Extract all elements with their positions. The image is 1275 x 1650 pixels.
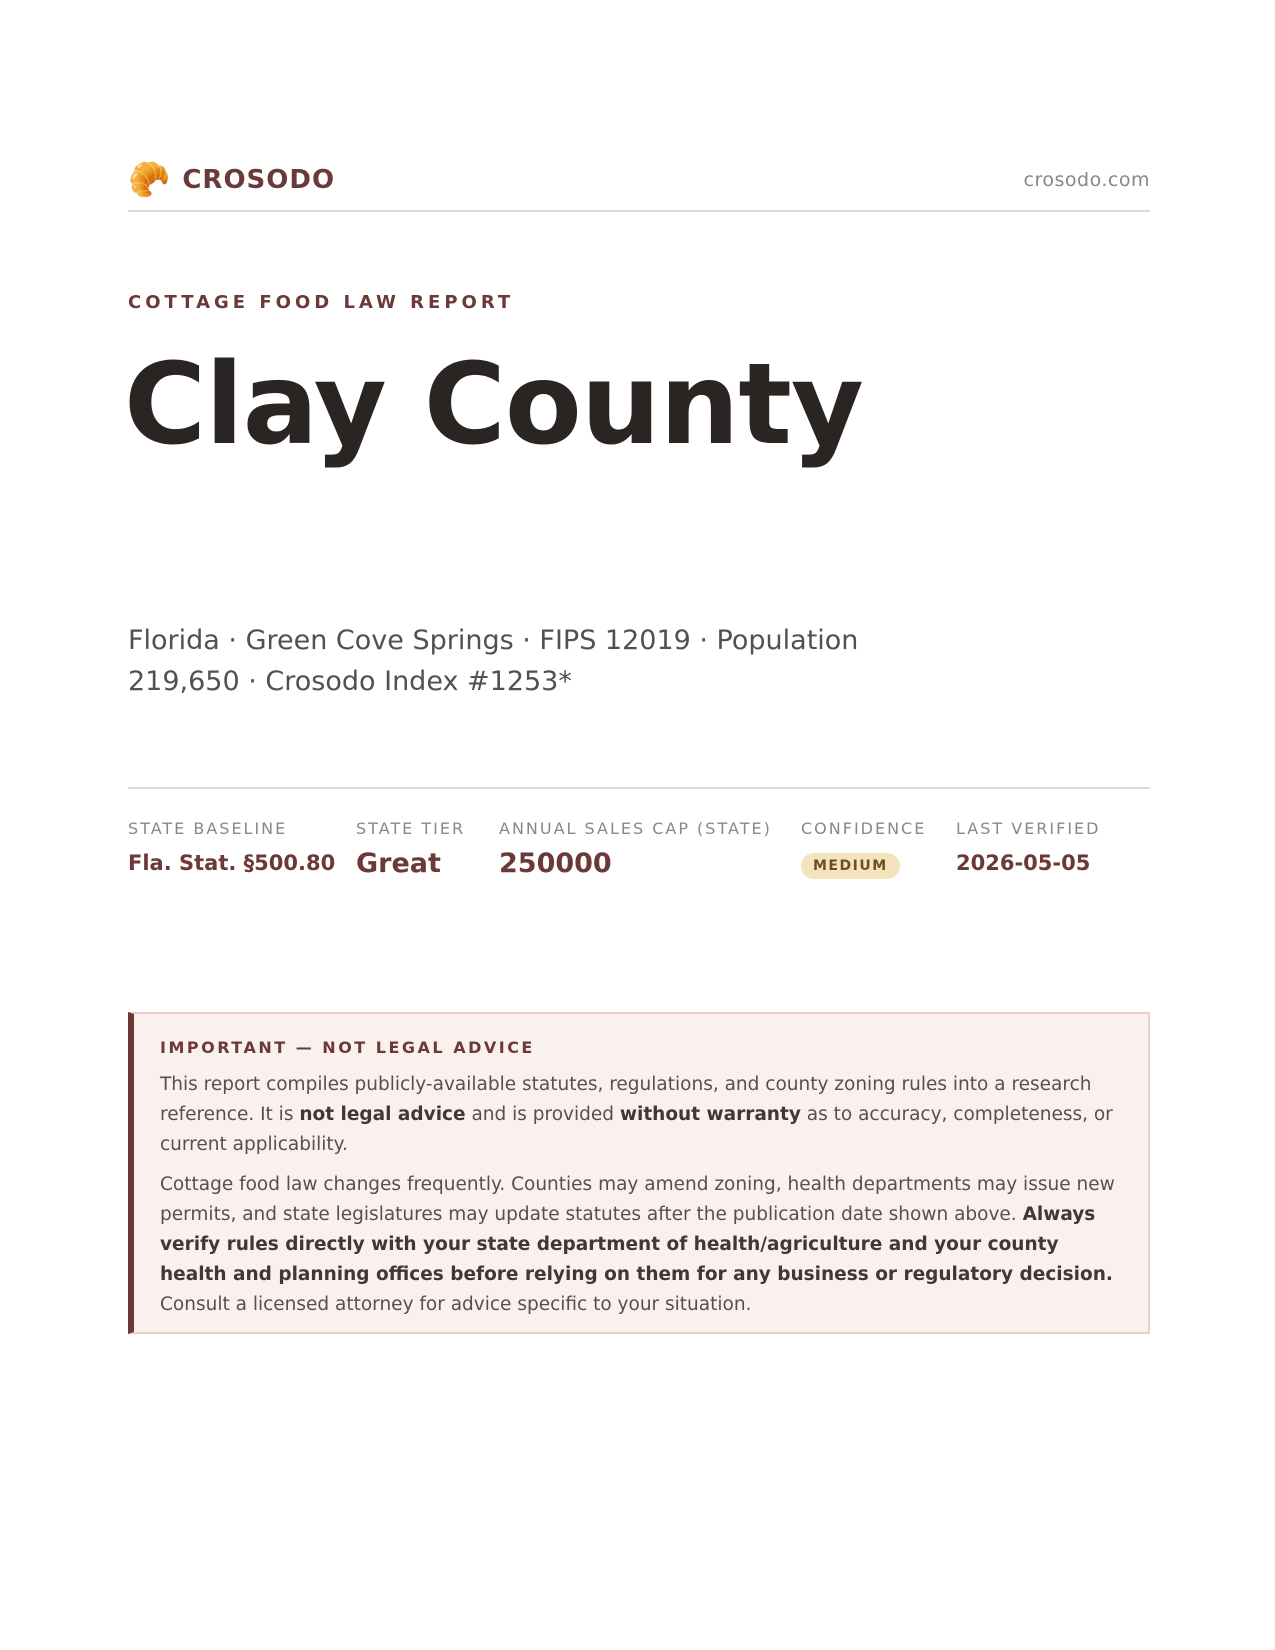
- fact-value: 250000: [499, 848, 612, 879]
- croissant-icon: 🥐: [128, 160, 171, 200]
- fact-value: 2026-05-05: [956, 851, 1091, 875]
- disclaimer-paragraph-2: [160, 1170, 1124, 1320]
- disclaimer-emphasis: Always verify rules directly with your state department of health/agriculture and your county health and planning offices before relying on them for any business or regulatory decision.: [160, 1204, 1113, 1285]
- disclaimer-emphasis: not legal advice: [299, 1104, 466, 1125]
- report-page: [124, 0, 1150, 1650]
- disclaimer-emphasis: without warranty: [619, 1104, 801, 1125]
- fact-label: STATE TIER: [356, 819, 466, 838]
- confidence-badge: MEDIUM: [801, 853, 900, 879]
- page-header: [128, 160, 1150, 212]
- report-eyebrow: COTTAGE FOOD LAW REPORT: [128, 292, 515, 313]
- brand[interactable]: [128, 160, 335, 200]
- fact-state-tier: [356, 819, 465, 881]
- fact-last-verified: [956, 819, 1100, 877]
- disclaimer-paragraph-1: [160, 1070, 1124, 1160]
- site-url[interactable]: crosodo.com: [1023, 169, 1150, 191]
- disclaimer-text: Consult a licensed attorney for advice specific to your situation.: [160, 1294, 752, 1315]
- fact-label: STATE BASELINE: [128, 819, 288, 838]
- fact-confidence: [801, 819, 926, 879]
- disclaimer-callout: [128, 1012, 1150, 1334]
- disclaimer-text: and is provided: [465, 1104, 620, 1125]
- disclaimer-heading: IMPORTANT — NOT LEGAL ADVICE: [160, 1038, 535, 1057]
- fact-state-baseline: [128, 819, 335, 877]
- disclaimer-text: as to accuracy, completeness, or current applicability.: [160, 1104, 1113, 1155]
- fact-label: CONFIDENCE: [801, 819, 927, 838]
- fact-value: Fla. Stat. §500.80: [128, 851, 336, 875]
- report-subtitle: Florida · Green Cove Springs · FIPS 12019 · Population 219,650 · Crosodo Index #1253*: [128, 625, 859, 697]
- brand-name: CROSODO: [182, 165, 336, 195]
- page-title: Clay County: [124, 340, 863, 470]
- fact-label: LAST VERIFIED: [956, 819, 1101, 838]
- fact-value: Great: [356, 848, 441, 879]
- disclaimer-text: Cottage food law changes frequently. Counties may amend zoning, health departments may issue new permits, and state legislatures may update statutes after the publication date shown above.: [160, 1174, 1115, 1225]
- fact-annual-sales-cap: [499, 819, 772, 881]
- disclaimer-text: This report compiles publicly-available statutes, regulations, and county zoning rules into a research reference. It is: [160, 1074, 1092, 1125]
- fact-label: ANNUAL SALES CAP (STATE): [499, 819, 772, 838]
- facts-row: [128, 787, 1150, 879]
